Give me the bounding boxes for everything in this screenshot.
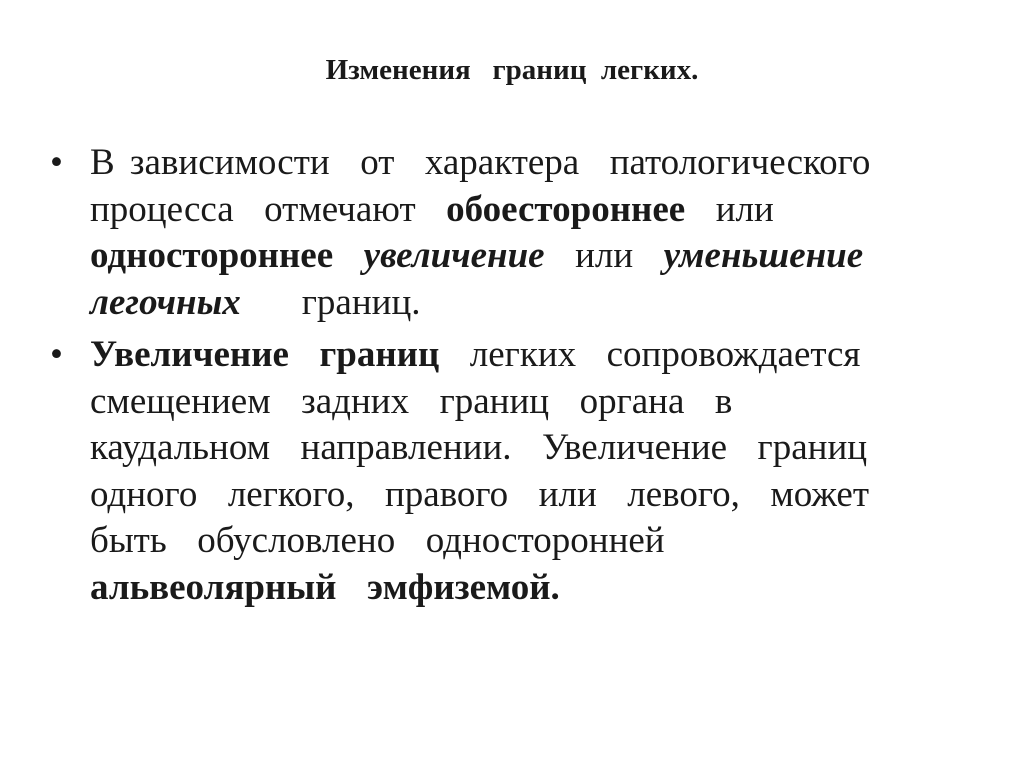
bullet-text (90, 140, 950, 326)
text-line (90, 233, 950, 280)
text-run (333, 235, 364, 276)
bold-italic-text-run: легочных (90, 281, 241, 323)
text-line (90, 425, 950, 472)
text-line (90, 140, 950, 187)
bold-text-run: альвеолярный эмфиземой. (90, 566, 560, 608)
text-run: смещением задних границ органа в (90, 380, 733, 422)
text-line (90, 472, 950, 519)
bullet-marker: • (50, 334, 63, 375)
text-line (90, 565, 950, 612)
bullet-marker: • (50, 142, 63, 183)
text-run: каудальном направлении. Увеличение границ (90, 427, 868, 468)
slide-title: Изменения границ легких. (325, 54, 699, 86)
text-run: быть обусловлено односторонней (90, 520, 665, 561)
bold-italic-text-run: увеличение (363, 235, 545, 276)
text-run: одного легкого, правого или левого, может (90, 473, 870, 515)
text-line (90, 379, 950, 426)
bold-text-run: одностороннее (90, 235, 334, 276)
text-run: процесса отмечают (90, 188, 447, 230)
bullet-text (90, 332, 950, 611)
text-run: границ. (240, 281, 421, 323)
bullet-list (50, 140, 950, 617)
text-line (90, 332, 950, 379)
bullet-item (50, 140, 950, 326)
text-line (90, 518, 950, 565)
text-line (90, 187, 950, 234)
bold-italic-text-run: уменьшение (663, 235, 864, 276)
bold-text-run: Увеличение границ (90, 334, 440, 375)
text-run: или (544, 235, 664, 276)
text-run: В зависимости от характера патологического (90, 142, 871, 183)
bullet-item (50, 332, 950, 611)
text-run: легких сопровождается (439, 334, 861, 375)
bold-text-run: обоестороннее (446, 188, 686, 230)
text-run: или (685, 188, 774, 230)
text-line (90, 280, 950, 327)
